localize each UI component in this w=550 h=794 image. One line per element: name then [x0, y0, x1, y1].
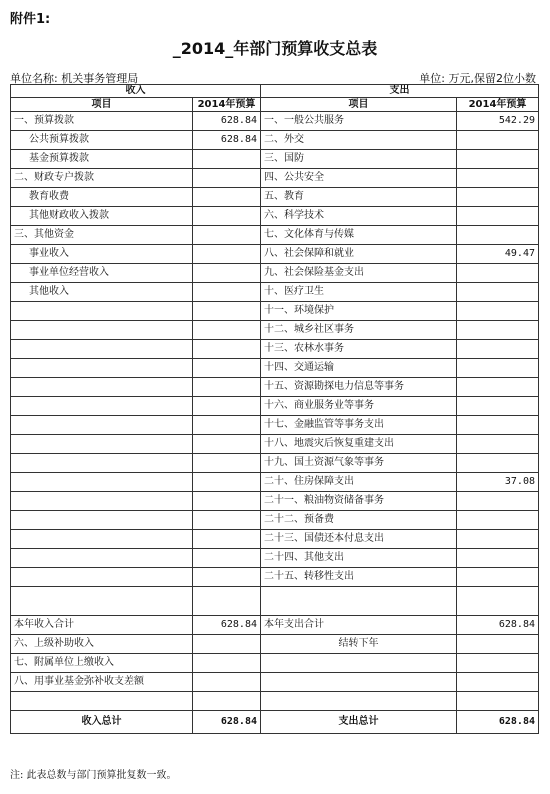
summary-section [11, 587, 539, 734]
income-budget-value [193, 492, 261, 511]
table-row [11, 492, 539, 511]
table-row [11, 188, 539, 207]
expense-budget-value [457, 530, 539, 549]
expense-budget-value [457, 226, 539, 245]
table-row [11, 112, 539, 131]
income-budget-value [193, 511, 261, 530]
fund-balance-row [11, 673, 539, 692]
income-budget-value [193, 150, 261, 169]
table-row [11, 131, 539, 150]
expense-budget-value [457, 435, 539, 454]
affiliated-label: 七、附属单位上缴收入 [11, 654, 193, 673]
income-budget-value [193, 454, 261, 473]
income-budget-value [193, 359, 261, 378]
expense-item: 十、医疗卫生 [261, 283, 457, 302]
expense-budget-value [457, 568, 539, 587]
income-budget-header: 2014年预算 [193, 98, 261, 112]
expense-budget-value [457, 511, 539, 530]
income-budget-value [193, 416, 261, 435]
expense-budget-value [457, 454, 539, 473]
income-item [11, 454, 193, 473]
income-header: 收入 [11, 85, 261, 98]
page-title: _2014_年部门预算收支总表 [172, 39, 378, 58]
expense-item: 二十四、其他支出 [261, 549, 457, 568]
expense-budget-value [457, 150, 539, 169]
income-budget-value [193, 207, 261, 226]
expense-budget-value [457, 549, 539, 568]
table-row [11, 264, 539, 283]
income-budget-value [193, 435, 261, 454]
carryover-label: 结转下年 [261, 635, 457, 654]
income-total-value: 628.84 [193, 711, 261, 734]
income-budget-value [193, 245, 261, 264]
expense-item: 十五、资源勘探电力信息等事务 [261, 378, 457, 397]
income-item [11, 302, 193, 321]
income-item: 一、预算拨款 [11, 112, 193, 131]
expense-item: 一、一般公共服务 [261, 112, 457, 131]
table-row [11, 435, 539, 454]
year-total-row [11, 616, 539, 635]
income-budget-value [193, 226, 261, 245]
expense-item: 二十二、预备费 [261, 511, 457, 530]
upper-subsidy-label: 六、上级补助收入 [11, 635, 193, 654]
expense-item: 十六、商业服务业等事务 [261, 397, 457, 416]
income-item [11, 359, 193, 378]
income-item: 其他收入 [11, 283, 193, 302]
expense-item: 六、科学技术 [261, 207, 457, 226]
income-budget-value [193, 378, 261, 397]
table-row [11, 397, 539, 416]
header-row-sections [11, 85, 539, 98]
income-item: 公共预算拨款 [11, 131, 193, 150]
table-row [11, 321, 539, 340]
expense-budget-value [457, 264, 539, 283]
unit-note: 单位: 万元,保留2位小数 [419, 72, 536, 85]
fund-balance-label: 八、用事业基金弥补收支差额 [11, 673, 193, 692]
income-item: 事业收入 [11, 245, 193, 264]
income-budget-value [193, 188, 261, 207]
year-expense-value: 628.84 [457, 616, 539, 635]
expense-total-value: 628.84 [457, 711, 539, 734]
affiliated-row [11, 654, 539, 673]
unit-name: 单位名称: 机关事务管理局 [10, 72, 139, 85]
budget-table [10, 84, 539, 734]
table-row [11, 150, 539, 169]
expense-item: 十七、金融监管等事务支出 [261, 416, 457, 435]
expense-header: 支出 [261, 85, 539, 98]
income-budget-value [193, 530, 261, 549]
table-row [11, 245, 539, 264]
table-row [11, 587, 539, 616]
income-budget-value [193, 169, 261, 188]
income-item: 其他财政收入拨款 [11, 207, 193, 226]
table-row [11, 226, 539, 245]
expense-budget-value [457, 131, 539, 150]
expense-total-label: 支出总计 [261, 711, 457, 734]
income-total-label: 收入总计 [11, 711, 193, 734]
income-item: 二、财政专户拨款 [11, 169, 193, 188]
expense-item: 二十一、粮油物资储备事务 [261, 492, 457, 511]
expense-budget-value: 37.08 [457, 473, 539, 492]
income-budget-value [193, 549, 261, 568]
income-budget-value: 628.84 [193, 131, 261, 150]
table-row [11, 568, 539, 587]
expense-item: 七、文化体育与传媒 [261, 226, 457, 245]
expense-budget-value [457, 340, 539, 359]
expense-budget-value [457, 302, 539, 321]
income-budget-value: 628.84 [193, 112, 261, 131]
table-row [11, 454, 539, 473]
income-item [11, 397, 193, 416]
header-row-columns [11, 98, 539, 112]
income-budget-value [193, 302, 261, 321]
expense-item: 十二、城乡社区事务 [261, 321, 457, 340]
table-row [11, 416, 539, 435]
upper-subsidy-row [11, 635, 539, 654]
expense-item: 四、公共安全 [261, 169, 457, 188]
expense-budget-value [457, 359, 539, 378]
expense-item: 十一、环境保护 [261, 302, 457, 321]
expense-item: 十九、国土资源气象等事务 [261, 454, 457, 473]
expense-item: 二十、住房保障支出 [261, 473, 457, 492]
budget-table-body [11, 85, 539, 587]
attachment-label: 附件1: [10, 12, 51, 27]
footnote: 注: 此表总数与部门预算批复数一致。 [10, 770, 177, 781]
expense-budget-value [457, 169, 539, 188]
income-budget-value [193, 340, 261, 359]
expense-budget-value [457, 283, 539, 302]
expense-budget-value [457, 416, 539, 435]
expense-budget-value [457, 188, 539, 207]
income-budget-value [193, 264, 261, 283]
table-row [11, 207, 539, 226]
income-item [11, 549, 193, 568]
income-item [11, 568, 193, 587]
table-row [11, 340, 539, 359]
expense-budget-header: 2014年预算 [457, 98, 539, 112]
table-row [11, 473, 539, 492]
expense-item: 十三、农林水事务 [261, 340, 457, 359]
income-item [11, 530, 193, 549]
table-row [11, 302, 539, 321]
expense-item: 五、教育 [261, 188, 457, 207]
income-budget-value [193, 568, 261, 587]
expense-budget-value [457, 207, 539, 226]
income-budget-value [193, 397, 261, 416]
table-row [11, 169, 539, 188]
income-item [11, 378, 193, 397]
expense-budget-value [457, 321, 539, 340]
table-row [11, 359, 539, 378]
income-item [11, 340, 193, 359]
table-row [11, 692, 539, 711]
expense-budget-value: 542.29 [457, 112, 539, 131]
expense-item: 十八、地震灾后恢复重建支出 [261, 435, 457, 454]
income-item [11, 416, 193, 435]
expense-item: 三、国防 [261, 150, 457, 169]
income-item: 事业单位经营收入 [11, 264, 193, 283]
income-item [11, 473, 193, 492]
table-row [11, 549, 539, 568]
year-expense-label: 本年支出合计 [261, 616, 457, 635]
expense-item: 二十三、国债还本付息支出 [261, 530, 457, 549]
income-item [11, 321, 193, 340]
table-row [11, 530, 539, 549]
income-budget-value [193, 473, 261, 492]
expense-item: 十四、交通运输 [261, 359, 457, 378]
expense-budget-value [457, 492, 539, 511]
grand-total-row [11, 711, 539, 734]
income-item [11, 492, 193, 511]
income-item-header: 项目 [11, 98, 193, 112]
table-row [11, 283, 539, 302]
expense-item: 九、社会保险基金支出 [261, 264, 457, 283]
income-item [11, 511, 193, 530]
income-item [11, 435, 193, 454]
expense-item: 二、外交 [261, 131, 457, 150]
expense-item: 二十五、转移性支出 [261, 568, 457, 587]
table-row [11, 378, 539, 397]
income-budget-value [193, 283, 261, 302]
year-income-value: 628.84 [193, 616, 261, 635]
year-income-label: 本年收入合计 [11, 616, 193, 635]
expense-budget-value [457, 378, 539, 397]
income-item: 基金预算拨款 [11, 150, 193, 169]
expense-item-header: 项目 [261, 98, 457, 112]
expense-budget-value [457, 397, 539, 416]
table-row [11, 511, 539, 530]
income-item: 三、其他资金 [11, 226, 193, 245]
expense-item: 八、社会保障和就业 [261, 245, 457, 264]
expense-budget-value: 49.47 [457, 245, 539, 264]
income-item: 教育收费 [11, 188, 193, 207]
income-budget-value [193, 321, 261, 340]
